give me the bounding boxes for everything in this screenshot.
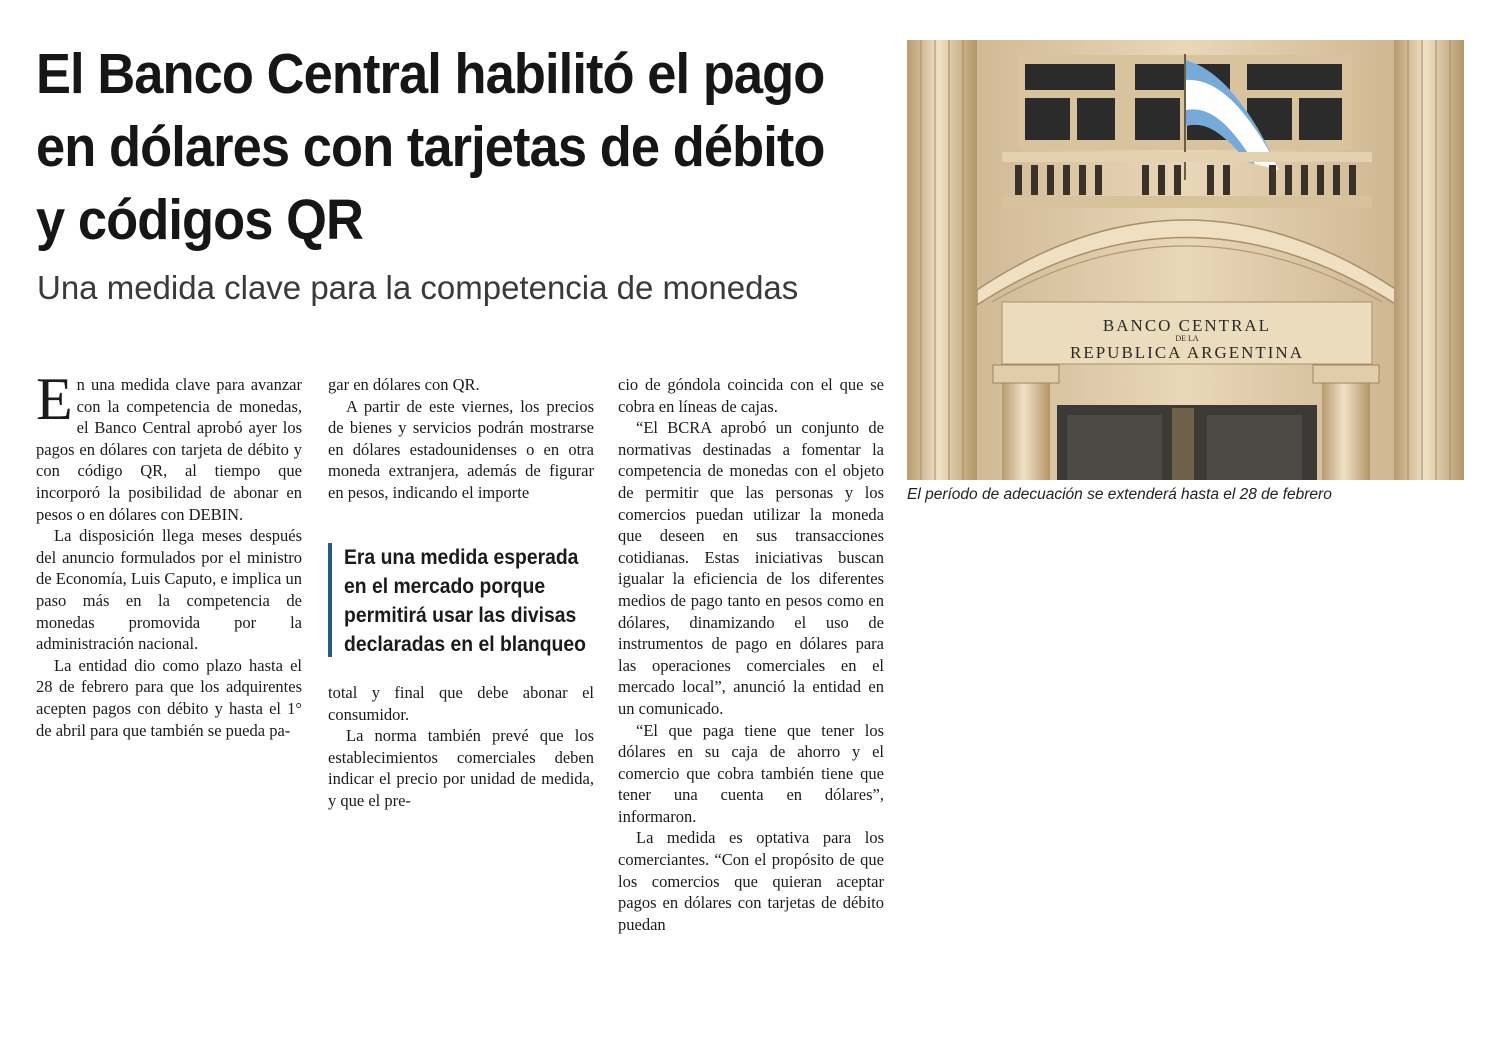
pull-quote-text: Era una medida esperada en el mercado porque permitirá usar las divisas declaradas en el blanqueo (344, 545, 586, 656)
photo-caption: El período de adecuación se extenderá hasta el 28 de febrero (907, 486, 1332, 503)
sign-line-3: REPUBLICA ARGENTINA (1070, 343, 1304, 362)
paragraph: cio de góndola coincida con el que se cobra en líneas de cajas. (618, 375, 884, 416)
body-column-3 (618, 374, 884, 935)
paragraph: A partir de este viernes, los precios de bienes y servicios podrán mostrarse en dólares estadounidenses o en otra moneda extranjera, además de figurar en pesos, indicando el importe (328, 396, 594, 502)
paragraph: La disposición llega meses después del anuncio formulados por el ministro de Economía, Luis Caputo, e implica un paso más en la competencia de monedas promovida por la administración nacional. (36, 526, 302, 654)
subheadline: Una medida clave para la competencia de monedas (37, 269, 799, 306)
paragraph: La medida es optativa para los comerciantes. “Con el propósito de que los comercios que quieran aceptar pagos en dólares con tarjetas de débito puedan (618, 828, 884, 934)
body-column-2-bottom (328, 682, 594, 812)
paragraph: “El BCRA aprobó un conjunto de normativas destinadas a fomentar la competencia de monedas con el objeto de permitir que las personas y los comercios puedan utilizar la moneda que deseen en sus transacciones cotidianas. Estas iniciativas buscan igualar la eficiencia de los diferentes medios de pago tanto en pesos como en dólares, dinamizando el uso de instrumentos de pago en dólares para las operaciones comerciales en el mercado local”, anunció la entidad en un comunicado. (618, 418, 884, 718)
pull-quote (328, 543, 594, 659)
paragraph: La entidad dio como plazo hasta el 28 de febrero para que los adquirentes acepten pagos con débito y hasta el 1° de abril para que también se pueda pa- (36, 655, 302, 740)
banco-central-photo (907, 40, 1464, 480)
paragraph: total y final que debe abonar el consumidor. (328, 683, 594, 724)
headline: El Banco Central habilitó el pago en dólares con tarjetas de débito y códigos QR (36, 42, 825, 252)
pull-quote-bar (328, 543, 332, 657)
paragraph: gar en dólares con QR. (328, 375, 480, 394)
body-column-2-top (328, 374, 594, 504)
drop-cap: E (36, 366, 73, 432)
paragraph: “El que paga tiene que tener los dólares en su caja de ahorro y el comercio que cobra también tiene que tener una cuenta en dólares”, informaron. (618, 720, 884, 826)
body-column-1 (36, 366, 302, 741)
sign-line-2: DE LA (1175, 334, 1199, 343)
sign-line-1: BANCO CENTRAL (1102, 316, 1272, 335)
paragraph: En una medida clave para avanzar con la competencia de monedas, el Banco Central aprobó ayer los pagos en dólares con tarjeta de débito y con código QR, al tiempo que incorporó la posibilidad de abonar en pesos o en dólares con DEBIN. (36, 366, 302, 524)
paragraph: La norma también prevé que los establecimientos comerciales deben indicar el precio por unidad de medida, y que el pre- (328, 726, 594, 810)
